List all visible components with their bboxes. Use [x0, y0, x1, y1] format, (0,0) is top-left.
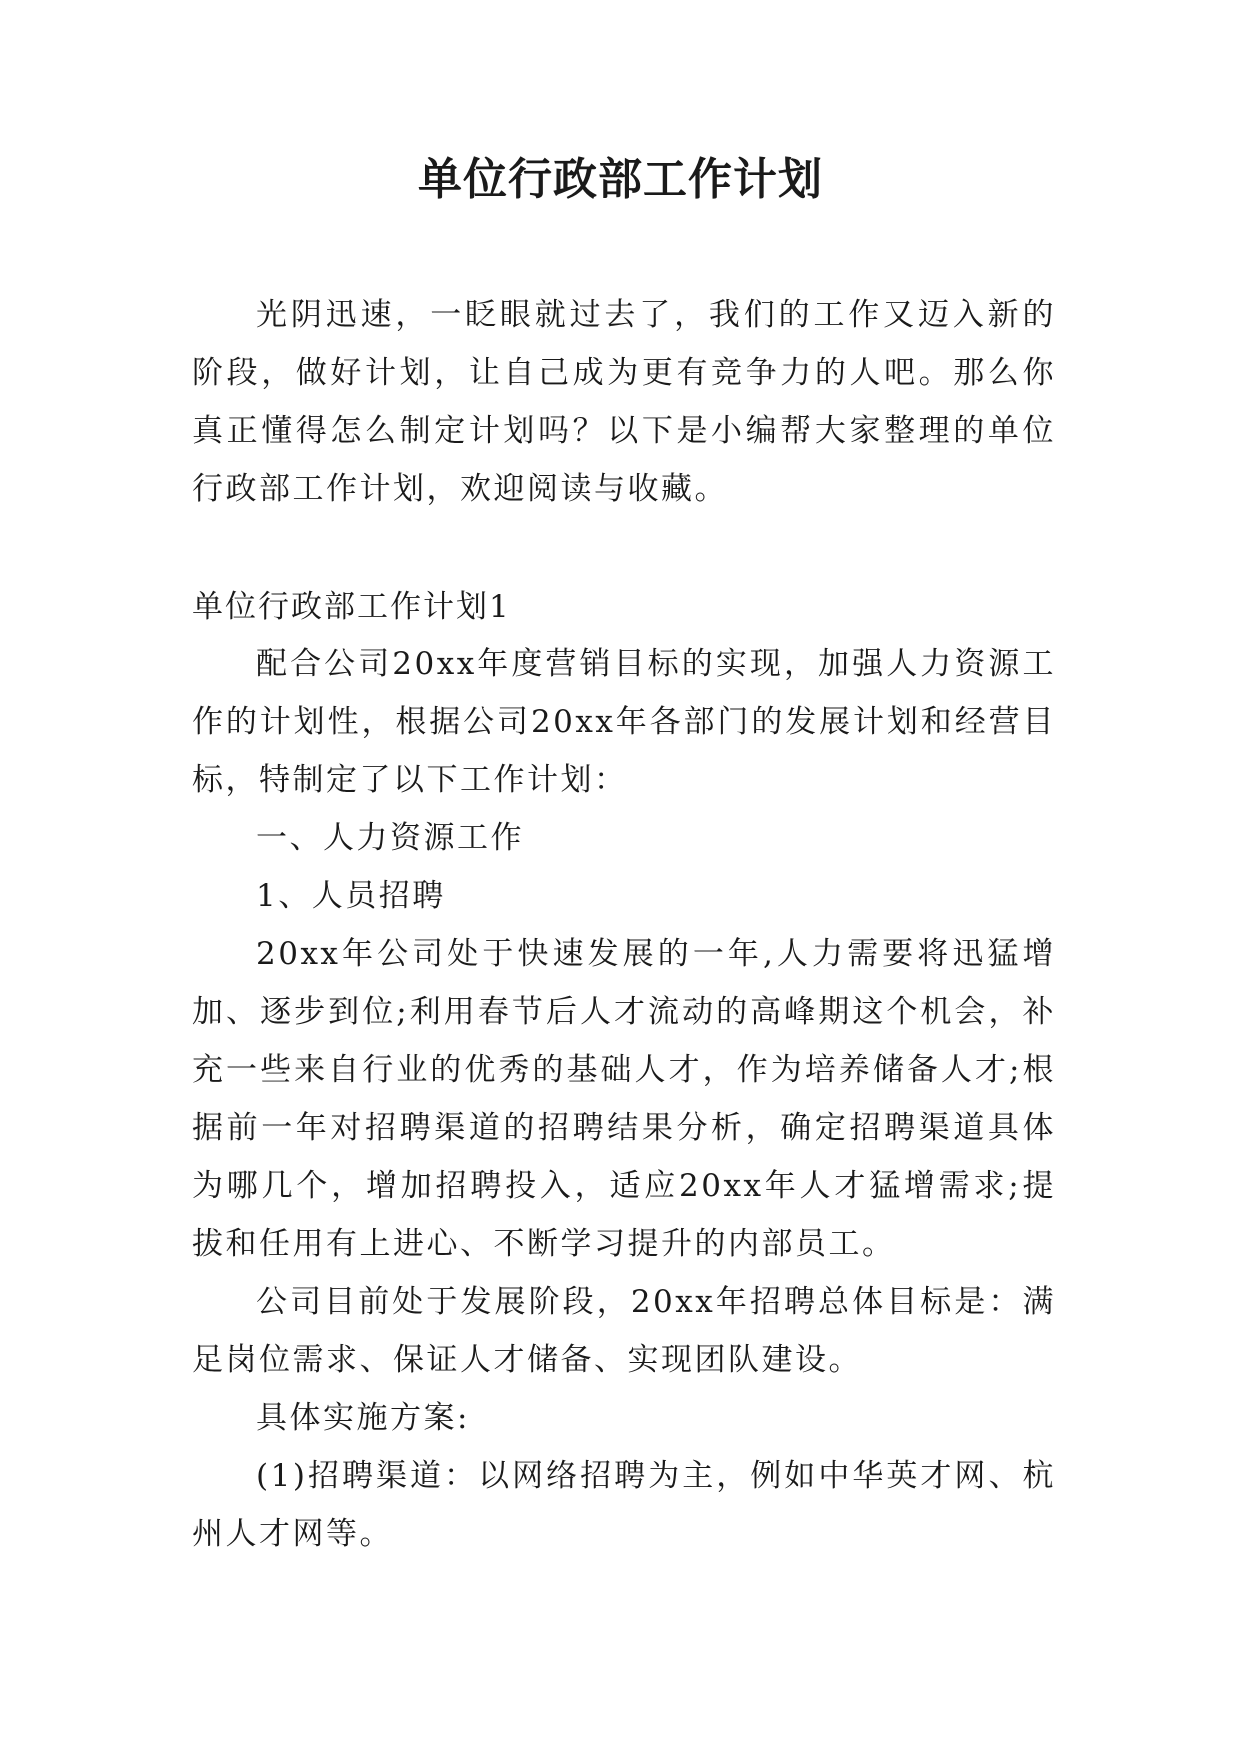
page-title: 单位行政部工作计划	[418, 154, 823, 205]
body-subheading-recruitment: 1、人员招聘	[256, 878, 446, 914]
body-paragraph: 20xx年公司处于快速发展的一年,人力需要将迅猛增加、逐步到位;利用春节后人才流动的高峰期这个机会，补充一些来自行业的优秀的基础人才，作为培养储备人才;根据前一年对招聘渠道的招聘结果分析，确定招聘渠道具体为哪几个，增加招聘投入，适应20xx年人才猛增需求;提拔和任用有上进心、不断学习提升的内部员工。	[192, 936, 1056, 1262]
section-heading: 单位行政部工作计划1	[192, 589, 511, 625]
body-paragraph: 配合公司20xx年度营销目标的实现，加强人力资源工作的计划性，根据公司20xx年各部门的发展计划和经营目标，特制定了以下工作计划：	[192, 646, 1056, 798]
intro-block	[192, 286, 1056, 518]
body-paragraph: 公司目前处于发展阶段，20xx年招聘总体目标是：满足岗位需求、保证人才储备、实现团队建设。	[192, 1284, 1056, 1378]
body-heading-hr: 一、人力资源工作	[256, 820, 524, 856]
intro-paragraph: 光阴迅速，一眨眼就过去了，我们的工作又迈入新的阶段，做好计划，让自己成为更有竞争力的人吧。那么你真正懂得怎么制定计划吗？以下是小编帮大家整理的单位行政部工作计划，欢迎阅读与收藏。	[192, 297, 1056, 507]
body-label-plan: 具体实施方案:	[256, 1400, 470, 1436]
body-paragraph: (1)招聘渠道：以网络招聘为主，例如中华英才网、杭州人才网等。	[192, 1458, 1056, 1552]
section-body	[192, 635, 1056, 1563]
